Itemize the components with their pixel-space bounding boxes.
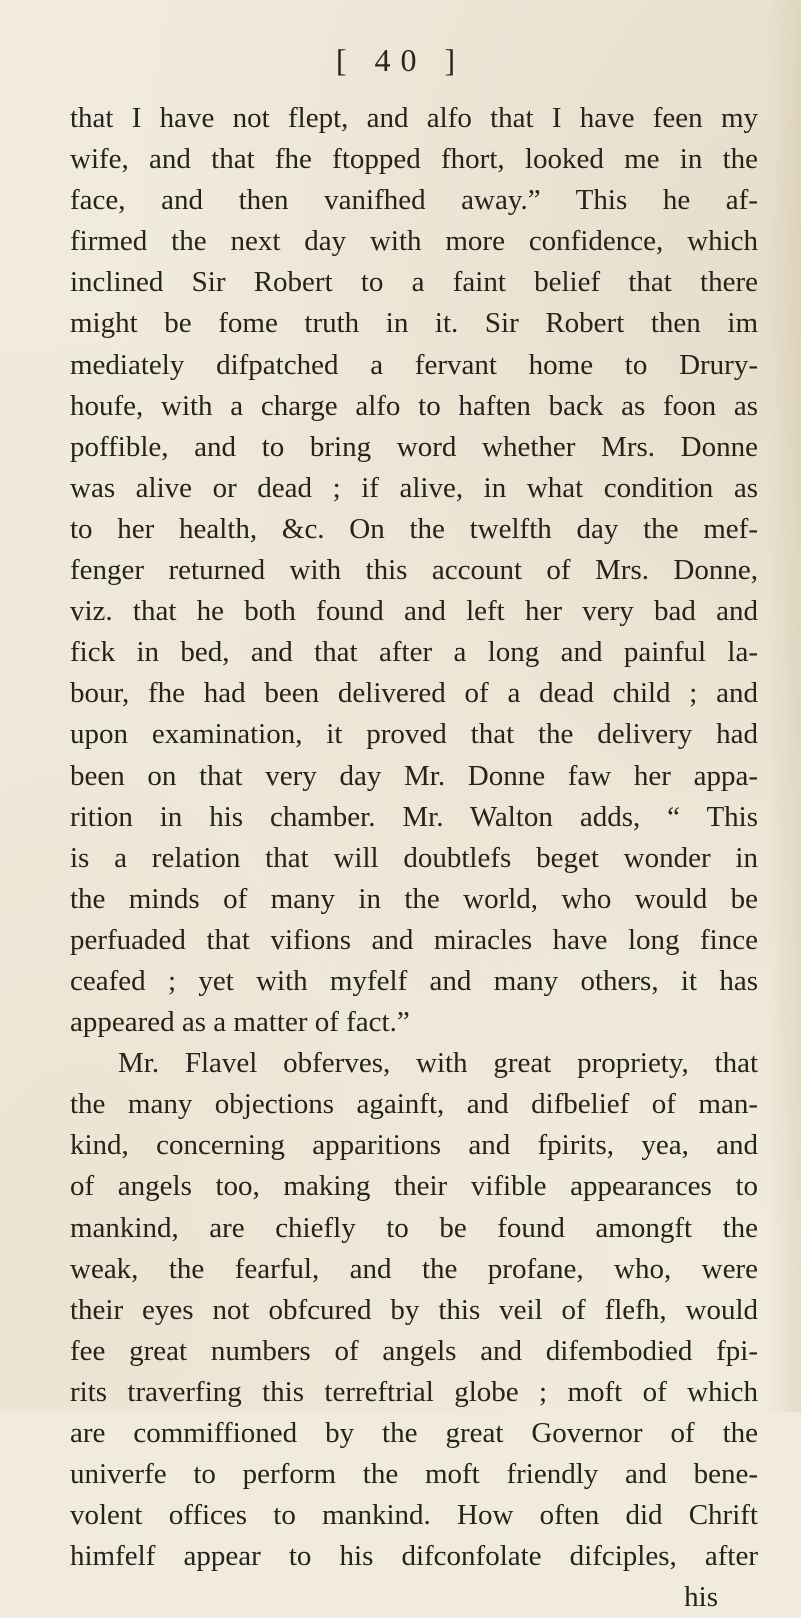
text-line: wife, and that fhe ftopped fhort, looked me in the [70, 143, 758, 176]
text-line: their eyes not obfcured by this veil of flefh, would [70, 1293, 758, 1326]
text-line: houfe, with a charge alfo to haften back as foon as [70, 389, 758, 422]
text-line: are commiffioned by the great Governor of the [70, 1417, 758, 1449]
text-line: rition in his chamber. Mr. Walton adds, “ This [70, 800, 758, 833]
text-line: face, and then vanifhed away.” This he af- [70, 184, 758, 217]
text-line: univerfe to perform the moft friendly and bene- [70, 1458, 758, 1491]
text-line: mankind, are chiefly to be found amongft the [70, 1211, 758, 1244]
text-line: volent offices to mankind. How often did Chrift [70, 1499, 758, 1532]
text-line: might be fome truth in it. Sir Robert then im [70, 307, 758, 340]
text-line: the many objections againft, and difbelief of man- [70, 1088, 758, 1121]
text-line: firmed the next day with more confidence, which [70, 225, 758, 258]
text-line: the minds of many in the world, who would be [70, 882, 758, 915]
text-line: bour, fhe had been delivered of a dead child ; and [70, 677, 758, 710]
body-text [70, 98, 758, 1618]
text-line: been on that very day Mr. Donne faw her appa- [70, 759, 758, 792]
text-line: of angels too, making their vifible appearances to [70, 1170, 758, 1203]
text-line: fee great numbers of angels and difembodied fpi- [70, 1334, 758, 1367]
text-line: ceafed ; yet with myfelf and many others, it has [70, 964, 758, 997]
text-line: was alive or dead ; if alive, in what condition as [70, 471, 758, 504]
text-line: inclined Sir Robert to a faint belief that there [70, 266, 758, 299]
text-line: weak, the fearful, and the profane, who, were [70, 1252, 758, 1285]
text-line: fenger returned with this account of Mrs. Donne, [70, 554, 758, 587]
text-line: is a relation that will doubtlefs beget wonder in [70, 841, 758, 874]
paragraph-last-line: appeared as a matter of fact.” [70, 1006, 410, 1039]
text-line: upon examination, it proved that the delivery had [70, 718, 758, 751]
text-line: viz. that he both found and left her very bad and [70, 595, 758, 628]
text-line: that I have not flept, and alfo that I have feen my [70, 102, 758, 134]
text-line: kind, concerning apparitions and fpirits, yea, and [70, 1129, 758, 1162]
text-line: mediately difpatched a fervant home to Drury- [70, 348, 758, 381]
text-line: fick in bed, and that after a long and painful la- [70, 636, 758, 669]
text-line: to her health, &c. On the twelfth day the mef- [70, 512, 758, 545]
text-line: rits traverfing this terreftrial globe ; moft of which [70, 1375, 758, 1408]
text-line: poffible, and to bring word whether Mrs. Donne [70, 430, 758, 463]
text-line: perfuaded that vifions and miracles have long fince [70, 923, 758, 956]
catchword: his [684, 1581, 718, 1614]
page-edge-shadow [767, 0, 801, 1412]
text-line: himfelf appear to his difconfolate difciples, after [70, 1540, 758, 1573]
page-number-header: [ 40 ] [335, 42, 466, 78]
paragraph-first-line: Mr. Flavel obferves, with great propriety, that [118, 1047, 758, 1080]
